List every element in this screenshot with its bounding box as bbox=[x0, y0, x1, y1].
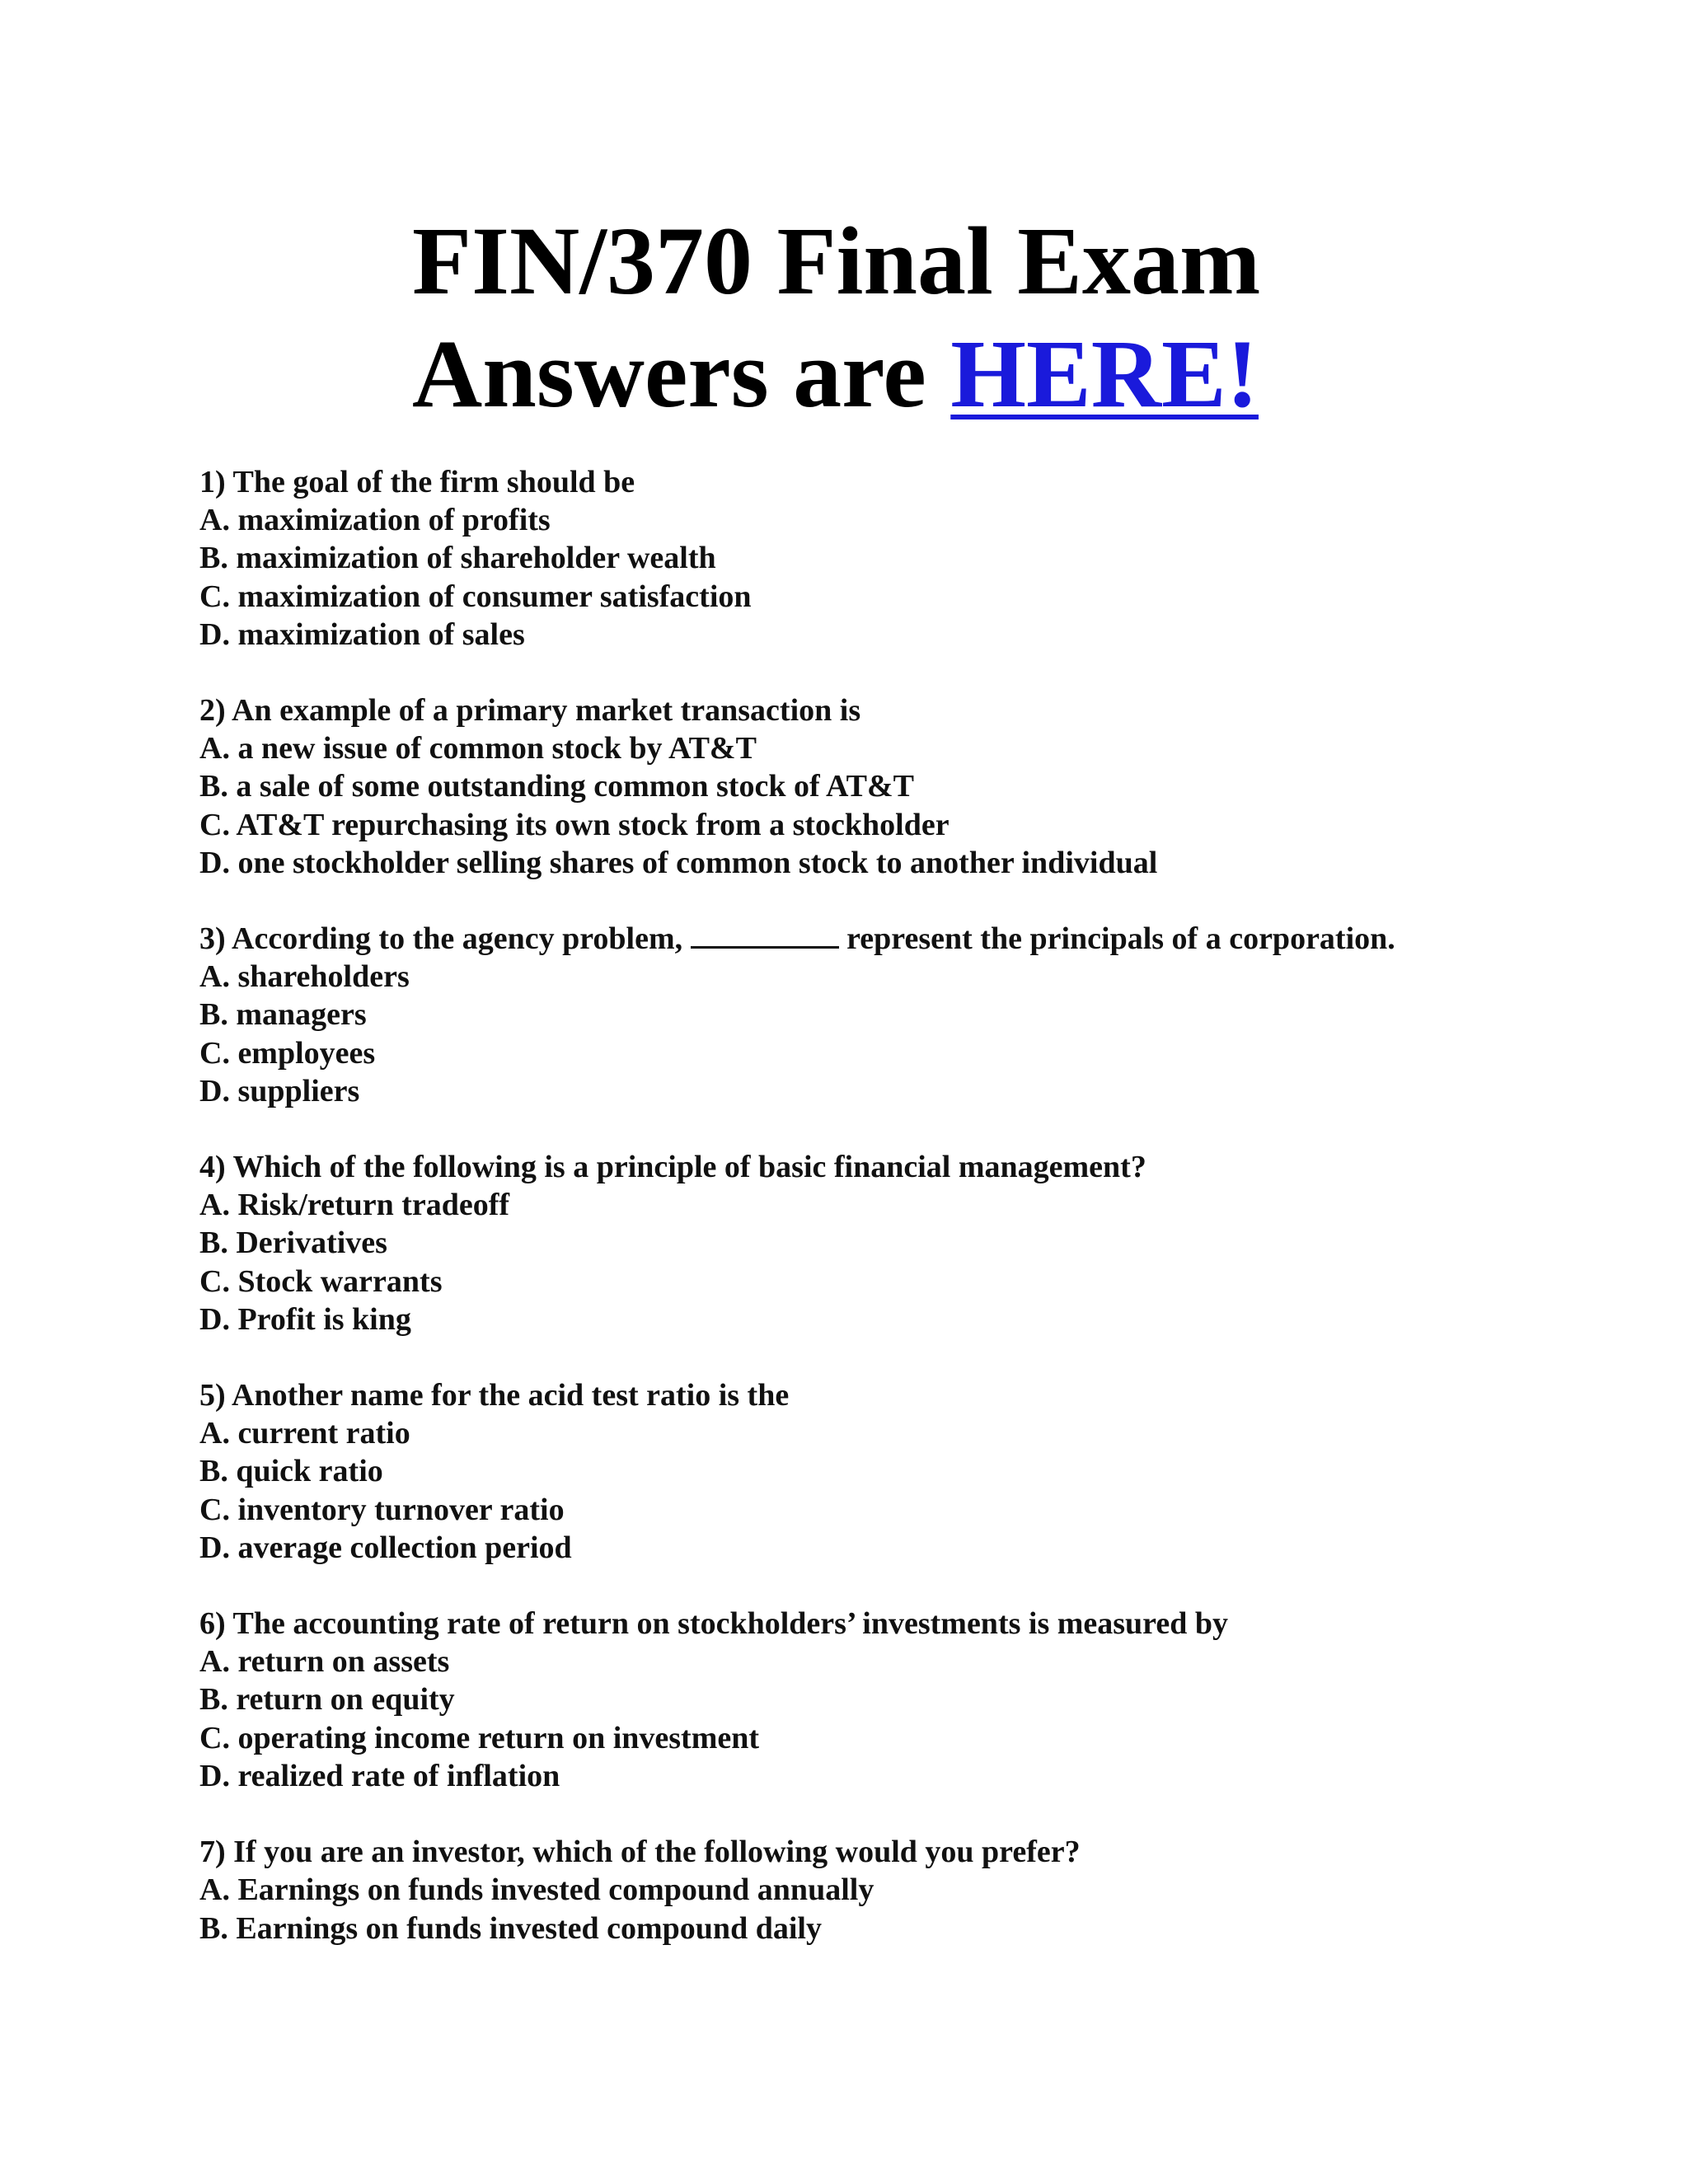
answer-option: C. inventory turnover ratio bbox=[199, 1492, 565, 1527]
answer-option: A. Earnings on funds invested compound annually bbox=[199, 1872, 874, 1908]
answer-option: B. managers bbox=[199, 997, 367, 1033]
question-2 bbox=[199, 691, 1518, 882]
answer-option: B. a sale of some outstanding common stock of AT&T bbox=[199, 769, 914, 804]
question-1 bbox=[199, 463, 1518, 654]
answer-option: C. Stock warrants bbox=[199, 1263, 443, 1299]
question-stem: 5) Another name for the acid test ratio is the bbox=[199, 1378, 790, 1413]
fill-in-blank bbox=[691, 921, 839, 949]
question-list bbox=[199, 463, 1518, 1985]
answer-option: D. average collection period bbox=[199, 1530, 572, 1565]
title-line-2-prefix: Answers are bbox=[412, 320, 951, 428]
question-7 bbox=[199, 1833, 1518, 1947]
answer-option: D. maximization of sales bbox=[199, 616, 525, 652]
answers-link[interactable]: HERE! bbox=[950, 320, 1259, 428]
answer-option: D. suppliers bbox=[199, 1073, 360, 1108]
question-stem-start: 3) According to the agency problem, bbox=[199, 921, 691, 957]
question-stem: 7) If you are an investor, which of the following would you prefer? bbox=[199, 1835, 1081, 1870]
answer-option: B. maximization of shareholder wealth bbox=[199, 541, 716, 576]
title-line-2 bbox=[412, 317, 1260, 430]
question-stem: 4) Which of the following is a principle of basic financial management? bbox=[199, 1150, 1146, 1185]
question-4 bbox=[199, 1148, 1518, 1338]
answer-option: C. AT&T repurchasing its own stock from a stockholder bbox=[199, 807, 950, 842]
answer-option: B. return on equity bbox=[199, 1682, 455, 1718]
answer-option: B. Derivatives bbox=[199, 1226, 387, 1261]
title-line-1: FIN/370 Final Exam bbox=[412, 207, 1261, 315]
page-title bbox=[412, 204, 1260, 430]
question-stem: 1) The goal of the firm should be bbox=[199, 465, 635, 499]
answer-option: C. maximization of consumer satisfaction bbox=[199, 579, 752, 614]
question-stem-end: represent the principals of a corporation. bbox=[838, 921, 1395, 957]
question-5 bbox=[199, 1376, 1518, 1567]
answer-option: A. Risk/return tradeoff bbox=[199, 1188, 510, 1223]
question-6 bbox=[199, 1605, 1518, 1795]
answer-option: D. Profit is king bbox=[199, 1301, 411, 1337]
answer-option: A. maximization of profits bbox=[199, 503, 551, 538]
question-stem bbox=[199, 920, 1518, 958]
answer-option: B. quick ratio bbox=[199, 1454, 383, 1489]
question-stem: 2) An example of a primary market transaction is bbox=[199, 693, 861, 729]
answer-option: D. one stockholder selling shares of common stock to another individual bbox=[199, 845, 1158, 880]
answer-option: C. employees bbox=[199, 1035, 376, 1071]
answer-option: C. operating income return on investment bbox=[199, 1720, 760, 1755]
answer-option: A. current ratio bbox=[199, 1416, 410, 1451]
answer-option: A. a new issue of common stock by AT&T bbox=[199, 731, 757, 766]
answer-option: D. realized rate of inflation bbox=[199, 1758, 560, 1793]
answer-option: A. shareholders bbox=[199, 959, 410, 995]
question-stem: 6) The accounting rate of return on stockholders’ investments is measured by bbox=[199, 1606, 1228, 1642]
answer-option: B. Earnings on funds invested compound daily bbox=[199, 1910, 822, 1946]
question-3 bbox=[199, 920, 1518, 1110]
answer-option: A. return on assets bbox=[199, 1644, 450, 1680]
